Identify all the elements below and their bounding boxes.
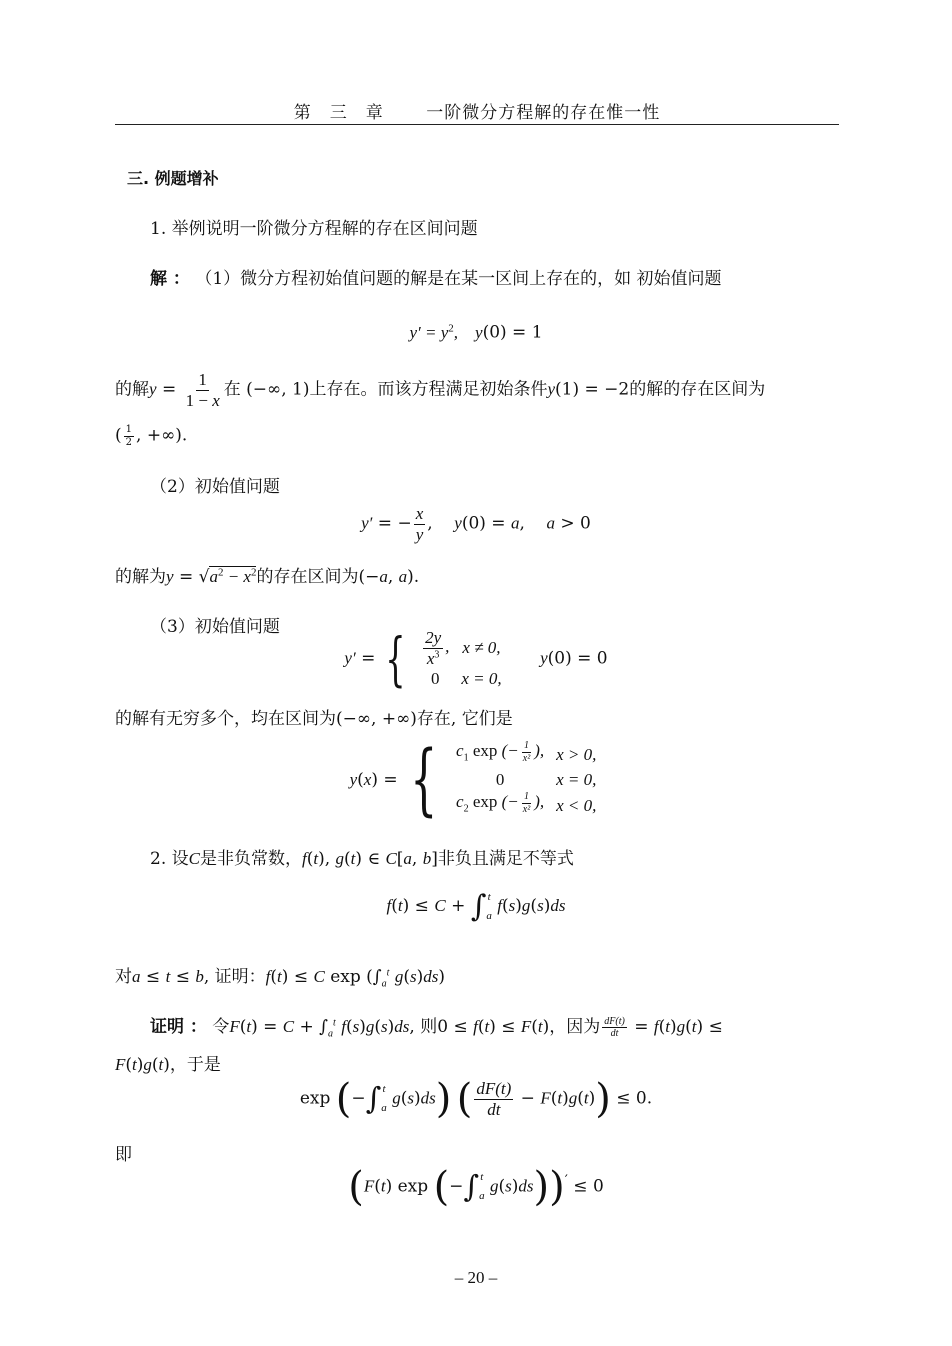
part1-intro: （1）微分方程初始值问题的解是在某一区间上存在的，如 初始值问题: [195, 269, 722, 289]
solution-label: 解 ：: [150, 269, 190, 289]
example-2-title: 2. 设C是非负常数，f(t), g(t) ∈ C[a, b]非负且满足不等式: [150, 849, 574, 869]
condition-line: 对a ≤ t ≤ b, 证明：f(t) ≤ C $\exp (\int_a^t$ g(s)ds): [115, 967, 445, 990]
part2-solution-line: 的解为$y = √a^2 - x^2$的存在区间为(−a, a).: [115, 566, 420, 587]
proof-label: 证明 ：: [150, 1017, 207, 1037]
part3-intro: （3）初始值问题: [150, 617, 280, 637]
equation-part2: y′ = − $\frac{x}{y}$ , y(0) = a, a > 0: [361, 504, 591, 544]
running-header: 第 三 章 一阶微分方程解的存在惟一性: [293, 103, 661, 123]
example-1-title: 1. 举例说明一阶微分方程解的存在区间问题: [150, 219, 478, 239]
equation-derivative: (F(t) exp (−∫ t a g(s)ds))′ ≤ 0: [348, 1164, 604, 1210]
header-rule: [115, 124, 839, 125]
equation-y-prime-y-squared: $y' = y^2$, y(0) = 1: [409, 322, 543, 343]
solution-intro: [150, 264, 722, 289]
equation-exp-inequality: exp (−∫ t a g(s)ds) ( $\frac{dF(t)}{dt}$ − F(t)g(t)) ≤ 0.: [299, 1076, 653, 1122]
proof-line-2: F(t)g(t)，于是: [115, 1055, 221, 1075]
equation-inequality: f(t) ≤ C + ∫ t a f(s)g(s)ds: [386, 889, 566, 925]
ji-label: 即: [115, 1145, 132, 1165]
proof-line-1: 证明 ： 令$F(t) = C + \int_a^t$ f(s)g(s)ds, 则0 ≤ f(t) ≤ F(t)，因为 $\frac{dF(t)}{dt}$ = f(t)g(t) ≤: [150, 1015, 723, 1040]
equation-part3: y′ = { $\frac{2y}{x^3}$ , x ≠ 0, 0 x = 0, y(0) = 0: [344, 625, 608, 694]
equation-part3-solutions: y(x) = { $c_1$ exp (− $\frac{1}{\text{x²}}$ ), x > 0, 0 x = 0, $c_2$ exp (− $\frac{1}{\text{x²}}$ ), x < 0,: [349, 735, 597, 826]
section-title: 三. 例题增补: [127, 169, 219, 188]
part2-intro: （2）初始值问题: [150, 477, 280, 497]
page-number: – 20 –: [454, 1268, 498, 1287]
part3-solution-line: 的解有无穷多个，均在区间为(−∞, +∞)存在, 它们是: [115, 709, 513, 729]
part1-interval: ( $\frac{1}{2}$ , +∞).: [115, 424, 188, 448]
part1-solution-line: 的解y = $\frac{1}{1 - x}$ 在 (−∞, 1)上存在。而该方程满足初始条件y(1) = −2的解的存在区间为: [115, 370, 766, 410]
